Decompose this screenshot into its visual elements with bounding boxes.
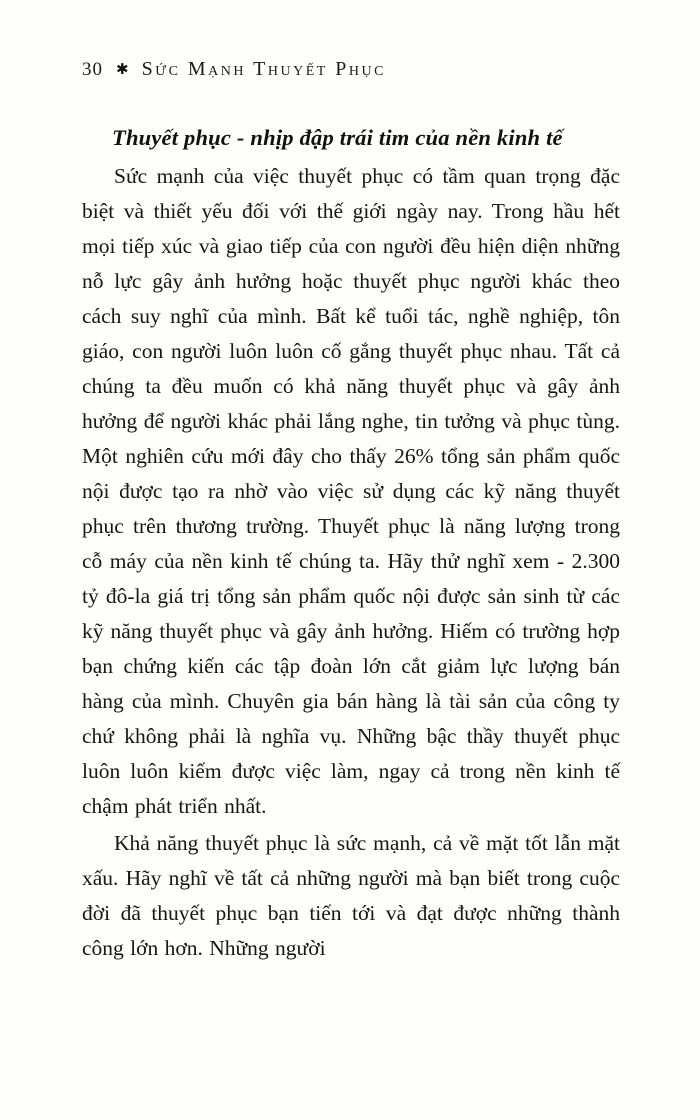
page-header [82, 58, 620, 81]
section-heading: Thuyết phục - nhịp đập trái tim của nền kinh tế [112, 125, 563, 150]
page-number: 30 [82, 59, 103, 80]
paragraph-1: Sức mạnh của việc thuyết phục có tầm quan trọng đặc biệt và thiết yếu đối với thế giới ngày nay. Trong hầu hết mọi tiếp xúc và giao tiếp của con người đều hiện diện những nỗ lực gây ảnh hưởng hoặc thuyết phục người khác theo cách suy nghĩ của mình. Bất kể tuổi tác, nghề nghiệp, tôn giáo, con người luôn luôn cố gắng thuyết phục nhau. Tất cả chúng ta đều muốn có khả năng thuyết phục và gây ảnh hưởng để người khác phải lắng nghe, tin tưởng và phục tùng. Một nghiên cứu mới đây cho thấy 26% tổng sản phẩm quốc nội được tạo ra nhờ vào việc sử dụng các kỹ năng thuyết phục trên thương trường. Thuyết phục là năng lượng trong cỗ máy của nền kinh tế chúng ta. Hãy thử nghĩ xem - 2.300 tỷ đô-la giá trị tổng sản phẩm quốc nội được sản sinh từ các kỹ năng thuyết phục và gây ảnh hưởng. Hiếm có trường hợp bạn chứng kiến các tập đoàn lớn cắt giảm lực lượng bán hàng của mình. Chuyên gia bán hàng là tài sản của công ty chứ không phải là nghĩa vụ. Những bậc thầy thuyết phục luôn luôn kiếm được việc làm, ngay cả trong nền kinh tế chậm phát triển nhất. [82, 164, 620, 818]
paragraph-2: Khả năng thuyết phục là sức mạnh, cả về mặt tốt lẫn mặt xấu. Hãy nghĩ về tất cả những người mà bạn biết trong cuộc đời đã thuyết phục bạn tiến tới và đạt được những thành công lớn hơn. Những người [82, 831, 620, 960]
flower-icon: ✱ [116, 60, 129, 78]
book-title: Sức Mạnh Thuyết Phục [141, 58, 386, 80]
